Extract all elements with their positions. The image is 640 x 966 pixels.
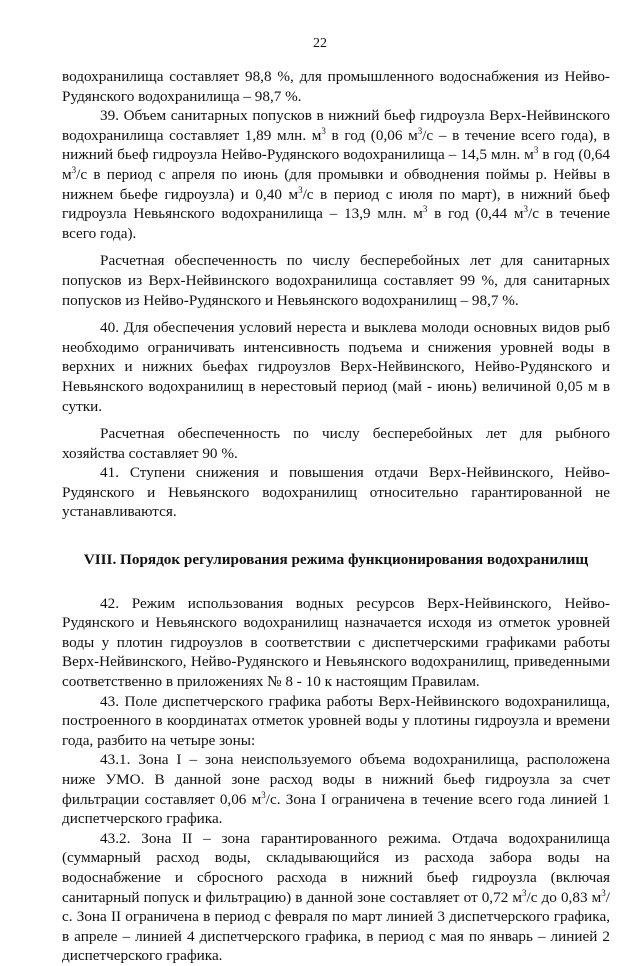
section-title: VIII. Порядок регулирования режима функционирования водохранилищ — [83, 551, 589, 569]
paragraph-43-1: 43.1. Зона I – зона неиспользуемого объема водохранилища, расположена ниже УМО. В данной зоне расход воды в нижний бьеф гидроузла за счет фильтрации составляет 0,06 $м^3/с$. Зона I ограничена в течение всего года линией 1 диспетчерского графика. — [62, 751, 610, 828]
paragraph-43-2: 43.2. Зона II – зона гарантированного режима. Отдача водохранилища (суммарный расход воды, складывающийся из расхода забора воды на водоснабжение и сбросного расхода в нижний бьеф гидроузла (включая санитарный попуск и фильтрацию) в данной зоне составляет от 0,72 $м^3/с$ до 0,83 $м^3/с$. Зона II ограничена в период с февраля по март линией 3 диспетчерского графика, в апреле – линией 4 диспетчерского графика, в период с мая по январь – линией 2 диспетчерского графика. — [62, 829, 610, 965]
paragraph-40: 40. Для обеспечения условий нереста и выклева молоди основных видов рыб необходимо ограничивать интенсивность подъема и снижения уровней воды в верхних и нижних бьефах гидроузлов Верх-Нейвинского, Нейво-Рудянского и Невьянского водохранилищ в нерестовый период (май - июнь) величиной 0,05 м в сутки. — [62, 319, 610, 415]
paragraph-41: 41. Ступени снижения и повышения отдачи Верх-Нейвинского, Нейво-Рудянского и Невьянского водохранилищ относительно гарантированной не устанавливаются. — [62, 464, 610, 521]
paragraph-sanitary-reliability: Расчетная обеспеченность по числу бесперебойных лет для санитарных попусков из Верх-Нейвинского водохранилища составляет 99 %, для санитарных попусков из Нейво-Рудянского и Невьянского водохранилищ – 98,7 %. — [62, 252, 610, 309]
document-body — [62, 67, 610, 966]
paragraph-42: 42. Режим использования водных ресурсов Верх-Нейвинского, Нейво-Рудянского и Невьянского водохранилищ назначается исходя из отметок уровней воды у плотин гидроузлов в соответствии с диспетчерскими графиками работы Верх-Нейвинского, Нейво-Рудянского и Невьянского водохранилищ, приведенными соответственно в приложениях № 8 - 10 к настоящим Правилам. — [62, 594, 610, 691]
paragraph-43: 43. Поле диспетчерского графика работы Верх-Нейвинского водохранилища, построенного в координатах отметок уровней воды у плотины гидроузла и времени года, разбито на четыре зоны: — [62, 692, 610, 749]
paragraph-39: 39. Объем санитарных попусков в нижний бьеф гидроузла Верх-Нейвинского водохранилища составляет 1,89 млн. $м^3$ в год (0,06 $м^3/с$ – в течение всего года), в нижний бьеф гидроузла Нейво-Рудянского водохранилища – 14,5 млн. $м^3$ в год (0,64 $м^3/с$ в период с апреля по июнь (для промывки и обводнения поймы р. Нейвы в нижнем бьефе гидроузла) и 0,40 $м^3/с$ в период с июля по март), в нижний бьеф гидроузла Невьянского водохранилища – 13,9 млн. $м^3$ в год (0,44 $м^3/с$ в течение всего года). — [62, 107, 610, 242]
paragraph-fishery-reliability: Расчетная обеспеченность по числу бесперебойных лет для рыбного хозяйства составляет 90 %. — [62, 425, 610, 462]
page-number: 22 — [313, 36, 327, 51]
paragraph-continuation: водохранилища составляет 98,8 %, для промышленного водоснабжения из Нейво-Рудянского водохранилища – 98,7 %. — [62, 68, 610, 105]
